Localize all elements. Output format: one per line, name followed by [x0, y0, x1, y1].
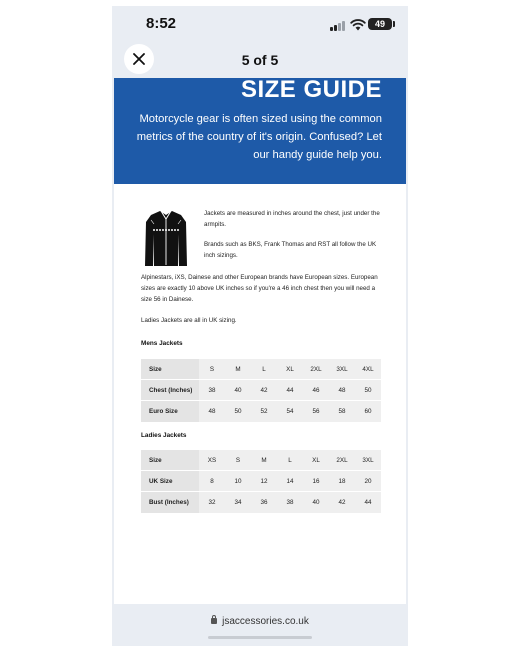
table-cell: 56 — [303, 401, 329, 422]
ladies-jackets-label: Ladies Jackets — [141, 432, 187, 439]
table-row — [141, 380, 381, 401]
battery-icon: 49 — [368, 18, 392, 30]
hero-title: SIZE GUIDE — [240, 78, 382, 103]
table-cell: 8 — [199, 471, 225, 492]
table-row-label: Size — [141, 450, 199, 471]
url-display — [211, 616, 309, 627]
table-cell: 3XL — [355, 450, 381, 471]
table-cell: 38 — [199, 380, 225, 401]
table-row — [141, 401, 381, 422]
table-cell: 52 — [251, 401, 277, 422]
table-cell: 48 — [199, 401, 225, 422]
table-cell: XL — [277, 359, 303, 380]
table-cell: 34 — [225, 492, 251, 513]
info-text-1: Jackets are measured in inches around the chest, just under the armpits. — [204, 210, 380, 228]
table-row-label: Chest (Inches) — [141, 380, 199, 401]
status-time: 8:52 — [146, 15, 177, 32]
table-cell: 2XL — [329, 450, 355, 471]
table-row-label: Bust (Inches) — [141, 492, 199, 513]
table-row — [141, 471, 381, 492]
phone-screen — [112, 6, 408, 646]
mens-size-table — [141, 358, 381, 422]
table-cell: 3XL — [329, 359, 355, 380]
table-cell: 18 — [329, 471, 355, 492]
table-cell: L — [251, 359, 277, 380]
table-row — [141, 359, 381, 380]
table-cell: 16 — [303, 471, 329, 492]
page-counter: 5 of 5 — [241, 52, 279, 68]
table-cell: 44 — [355, 492, 381, 513]
table-cell: 44 — [277, 380, 303, 401]
table-cell: 12 — [251, 471, 277, 492]
table-cell: 50 — [355, 380, 381, 401]
table-cell: L — [277, 450, 303, 471]
table-cell: XS — [199, 450, 225, 471]
ladies-size-table — [141, 449, 381, 513]
table-cell: 54 — [277, 401, 303, 422]
table-cell: M — [251, 450, 277, 471]
table-cell: 48 — [329, 380, 355, 401]
table-cell: S — [199, 359, 225, 380]
table-cell: 40 — [225, 380, 251, 401]
hero-banner — [114, 78, 406, 184]
hero-text: Motorcycle gear is often sized using the common metrics of the country of it's origin. Confused? Let our handy guide help you. — [136, 113, 382, 161]
home-indicator — [208, 636, 312, 639]
table-cell: 58 — [329, 401, 355, 422]
table-cell: 14 — [277, 471, 303, 492]
info-text-4: Ladies Jackets are all in UK sizing. — [141, 317, 237, 324]
table-cell: 42 — [329, 492, 355, 513]
wifi-icon — [350, 18, 366, 31]
table-cell: 60 — [355, 401, 381, 422]
table-row-label: UK Size — [141, 471, 199, 492]
table-row — [141, 450, 381, 471]
size-guide-image — [114, 78, 406, 604]
mens-jackets-label: Mens Jackets — [141, 340, 183, 347]
table-cell: XL — [303, 450, 329, 471]
table-cell: 2XL — [303, 359, 329, 380]
table-cell: 10 — [225, 471, 251, 492]
table-row — [141, 492, 381, 513]
battery-tip — [393, 21, 395, 27]
status-bar — [112, 6, 408, 40]
url-text: jsaccessories.co.uk — [222, 616, 309, 627]
info-text-3: Alpinestars, iXS, Dainese and other European brands have European sizes. European sizes are exactly 10 above UK inches so if you're a 46 inch chest then you will need a size 56 in Dainese. — [141, 274, 378, 303]
info-text-2: Brands such as BKS, Frank Thomas and RST all follow the UK inch sizings. — [204, 241, 377, 259]
table-cell: 36 — [251, 492, 277, 513]
cellular-signal-icon — [330, 20, 346, 31]
lock-icon — [211, 618, 217, 624]
table-cell: M — [225, 359, 251, 380]
table-cell: 40 — [303, 492, 329, 513]
table-cell: S — [225, 450, 251, 471]
table-cell: 46 — [303, 380, 329, 401]
table-cell: 32 — [199, 492, 225, 513]
table-cell: 50 — [225, 401, 251, 422]
gallery-nav-bar — [112, 40, 408, 80]
table-row-label: Euro Size — [141, 401, 199, 422]
table-cell: 4XL — [355, 359, 381, 380]
jacket-icon — [144, 208, 188, 268]
table-row-label: Size — [141, 359, 199, 380]
table-cell: 42 — [251, 380, 277, 401]
table-cell: 20 — [355, 471, 381, 492]
table-cell: 38 — [277, 492, 303, 513]
